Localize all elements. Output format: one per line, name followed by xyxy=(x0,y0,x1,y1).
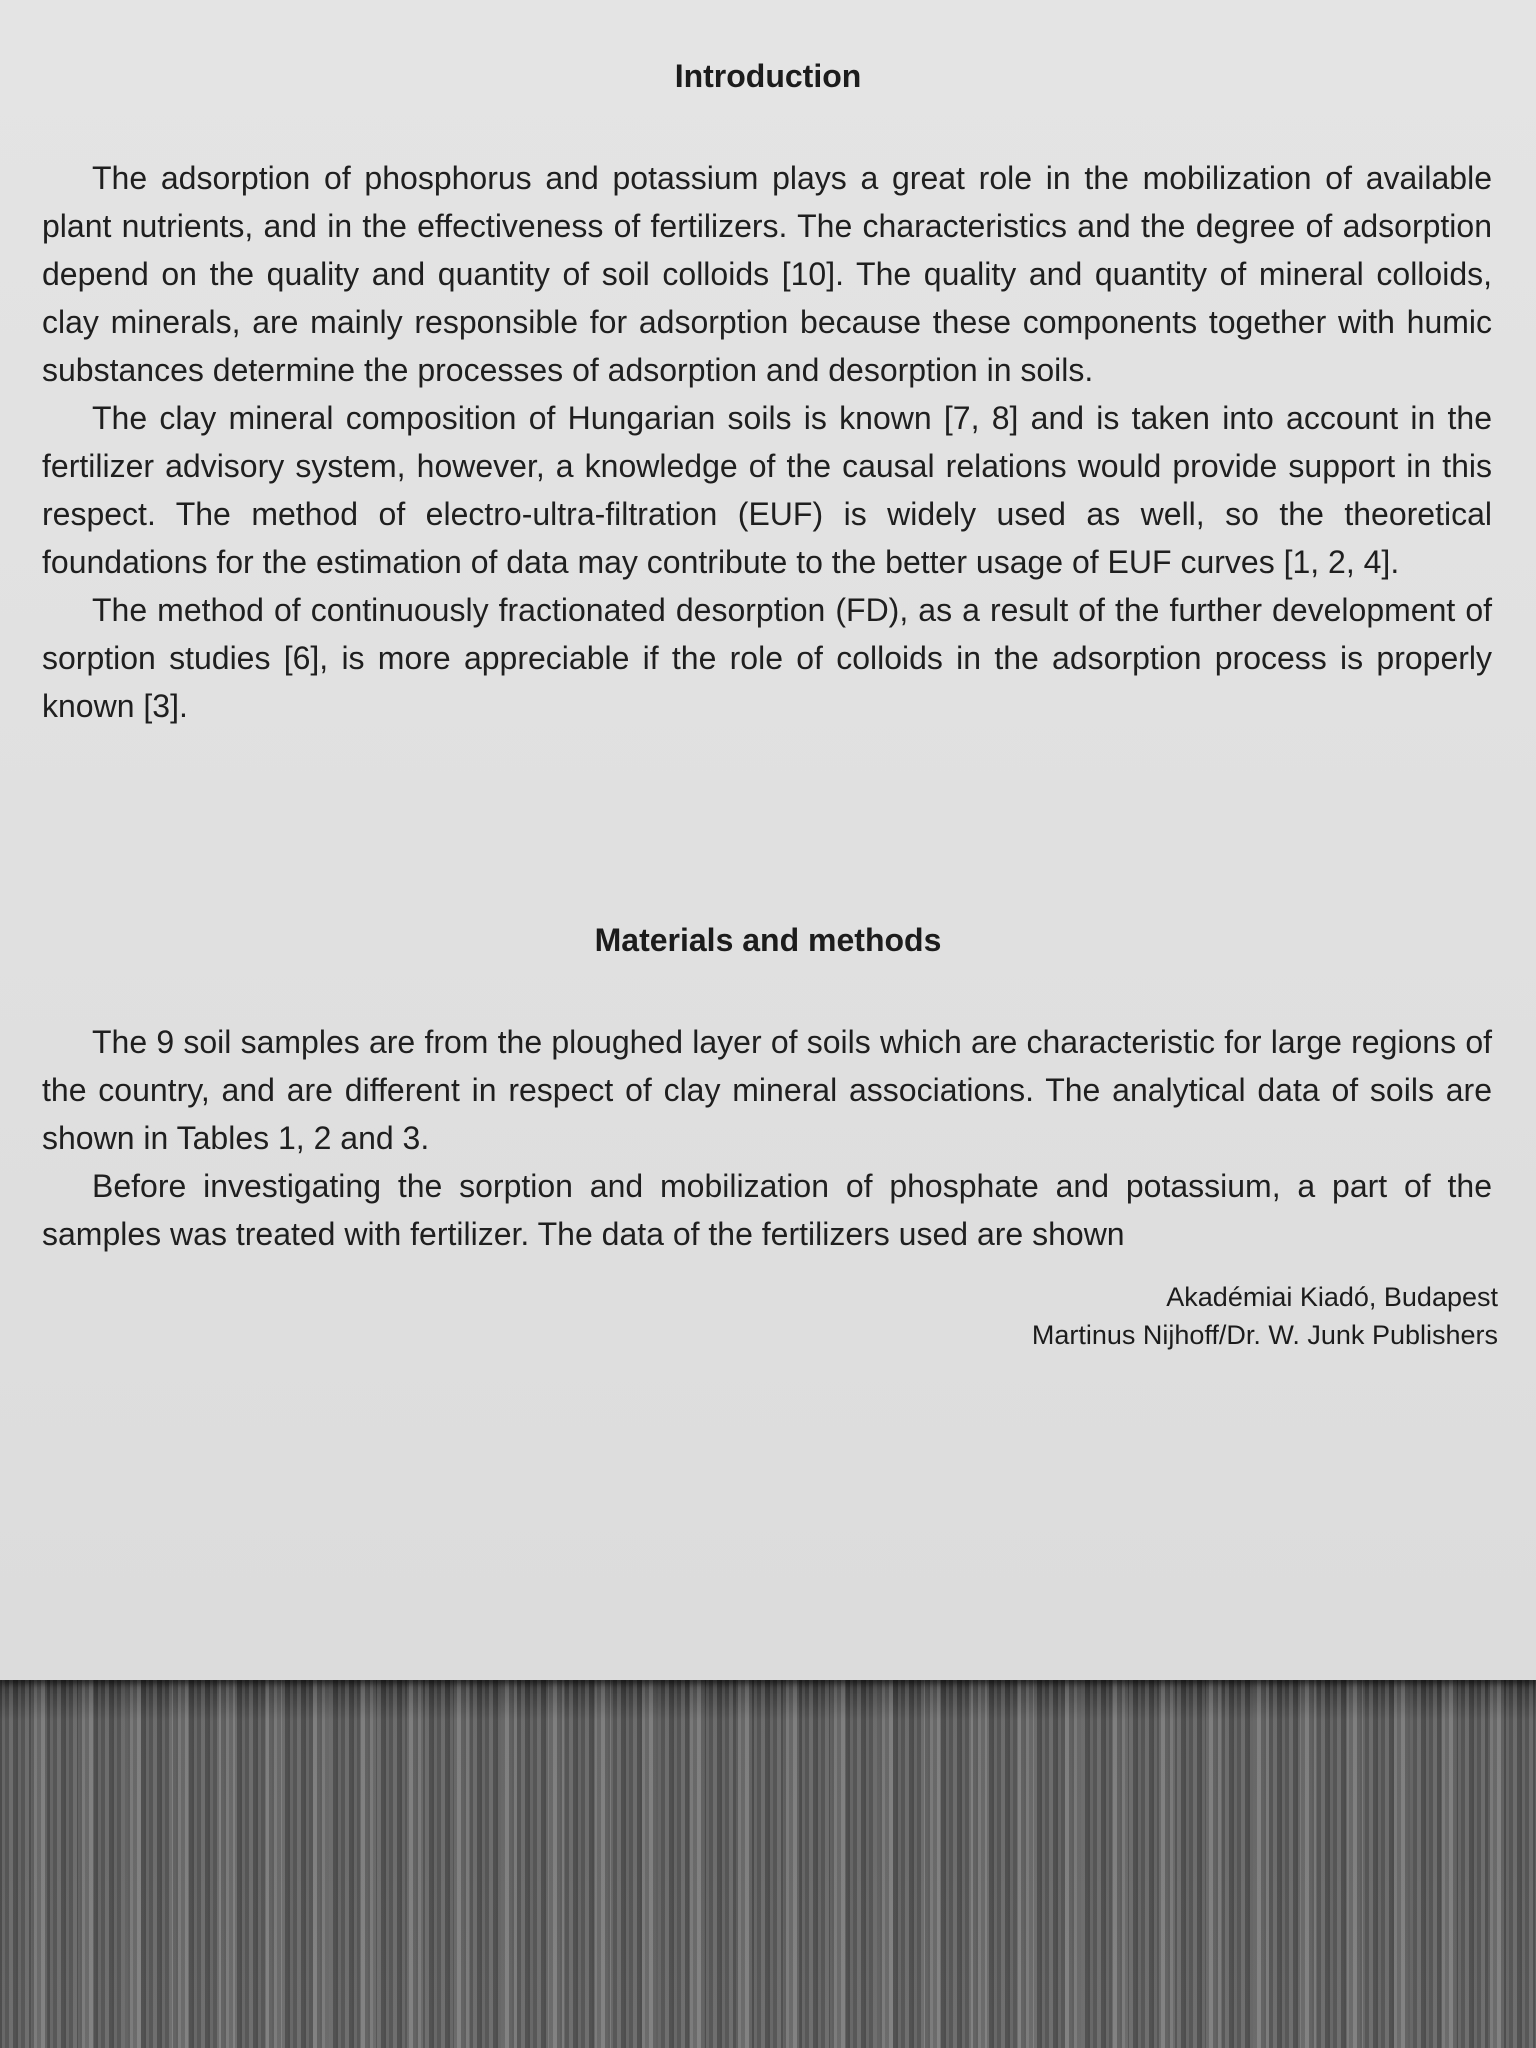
materials-methods-paragraph: The 9 soil samples are from the ploughed layer of soils which are characteristic for large regions of the country, and are different in respect of clay mineral associations. The analytical data of soils are shown in Tables 1, 2 and 3. xyxy=(42,1024,1492,1156)
wood-surface-background xyxy=(0,1676,1536,2048)
introduction-paragraph: The adsorption of phosphorus and potassium plays a great role in the mobilization of available plant nutrients, and in the effectiveness of fertilizers. The characteristics and the degree of adsorption depend on the quality and quantity of soil colloids [10]. The quality and quantity of mineral colloids, clay minerals, are mainly responsible for adsorption because these components together with humic substances determine the processes of adsorption and desorption in soils. xyxy=(42,160,1492,388)
introduction-body xyxy=(42,154,1492,730)
section-heading-materials-methods: Materials and methods xyxy=(594,922,942,958)
section-heading-introduction: Introduction xyxy=(674,58,862,94)
publisher-line: Martinus Nijhoff/Dr. W. Junk Publishers xyxy=(1031,1320,1498,1350)
materials-methods-body xyxy=(42,1018,1492,1258)
materials-methods-paragraph: Before investigating the sorption and mobilization of phosphate and potassium, a part of the samples was treated with fertilizer. The data of the fertilizers used are shown xyxy=(42,1168,1492,1252)
introduction-paragraph: The method of continuously fractionated desorption (FD), as a result of the further development of sorption studies [6], is more appreciable if the role of colloids in the adsorption process is properly known [3]. xyxy=(42,592,1492,724)
publisher-imprint xyxy=(1032,1278,1498,1354)
publisher-line: Akadémiai Kiadó, Budapest xyxy=(1166,1282,1498,1312)
introduction-paragraph: The clay mineral composition of Hungarian soils is known [7, 8] and is taken into account in the fertilizer advisory system, however, a knowledge of the causal relations would provide support in this respect. The method of electro-ultra-filtration (EUF) is widely used as well, so the theoretical foundations for the estimation of data may contribute to the better usage of EUF curves [1, 2, 4]. xyxy=(42,400,1492,580)
